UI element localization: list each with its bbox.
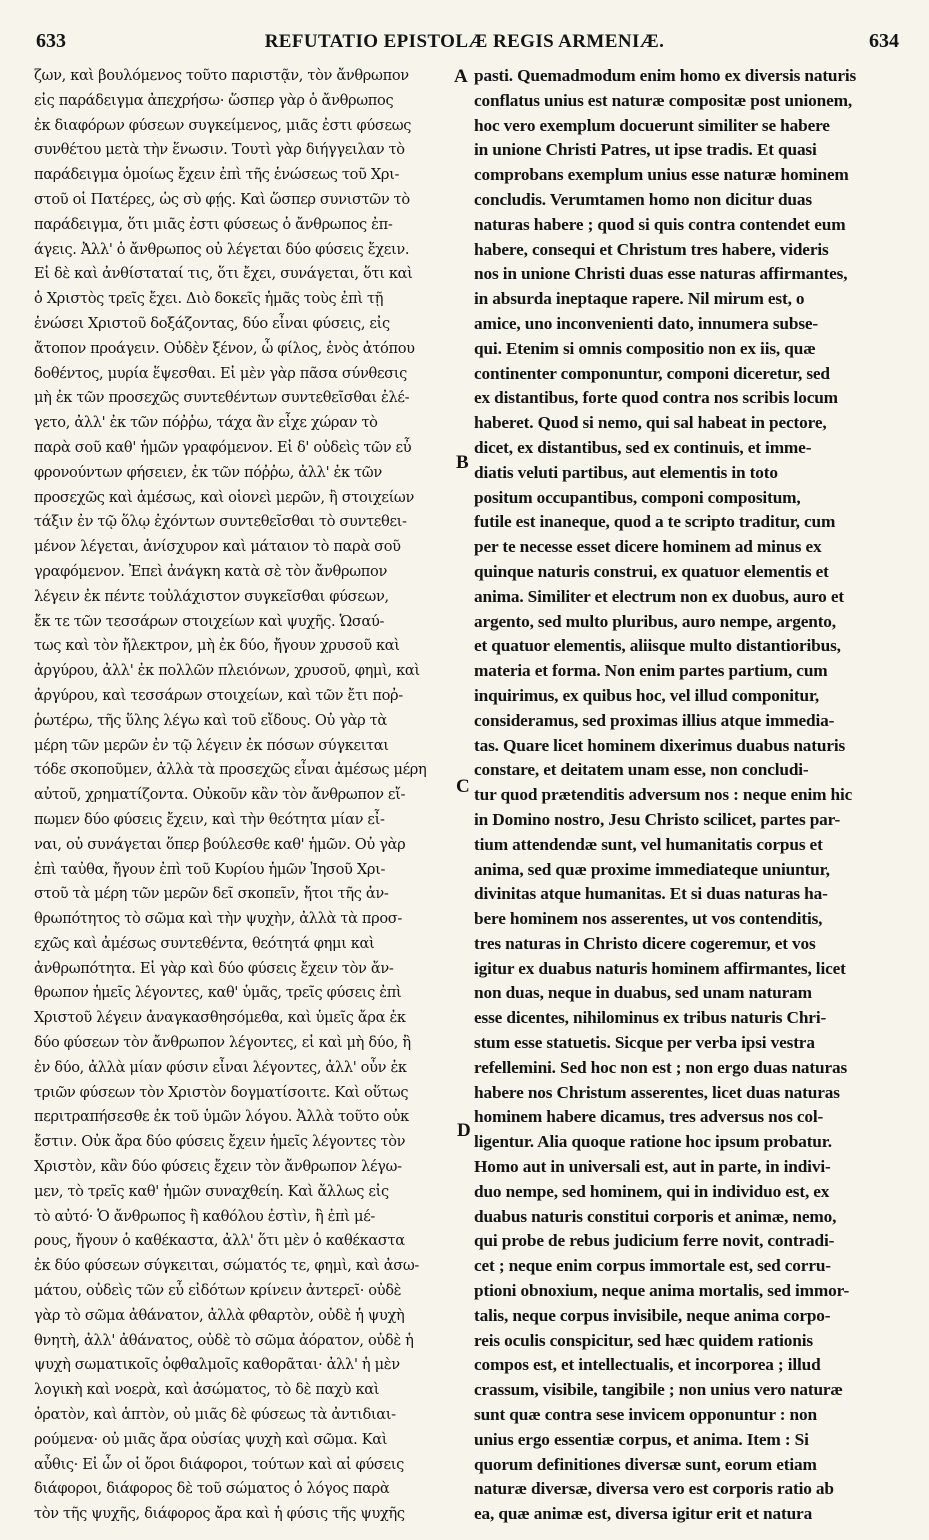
text-line: duo nempe, sed hominem, qui in individuo est, ex xyxy=(474,1181,830,1201)
text-line: consideramus, sed proximas illius atque immedia- xyxy=(474,710,835,730)
text-line: argento, sed multo pluribus, auro nempe, argento, xyxy=(474,611,836,631)
text-line: materia et forma. Non enim partes partium, cum xyxy=(474,661,828,681)
text-line: ἀνθρωπότητα. Εἰ γὰρ καὶ δύο φύσεις ἔχειν τὸν ἄν- xyxy=(34,959,394,977)
text-line: in Domino nostro, Jesu Christo scilicet, partes par- xyxy=(474,809,841,829)
text-line: positum occupantibus, componi compositum, xyxy=(474,487,801,507)
text-line: nos in unione Christi duas esse naturas affirmantes, xyxy=(474,264,848,284)
text-line: γετο, ἀλλ' ἐκ τῶν πόῤῥω, τάχα ἂν εἶχε χώραν τὸ xyxy=(34,414,378,432)
text-line: tas. Quare licet hominem dixerimus duabus naturis xyxy=(474,735,846,755)
text-line: refellemini. Sed hoc non est ; non ergo duas naturas xyxy=(474,1057,848,1077)
text-line: διάφοροι, διάφορος δὲ τοῦ σώματος ὁ λόγος παρὰ xyxy=(34,1480,390,1498)
text-line: περιτραπήσεσθε ἐκ τοῦ ὑμῶν λόγου. Ἀλλὰ τοῦτο οὐκ xyxy=(34,1108,409,1126)
text-line: cet ; neque enim corpus immortale est, sed corru- xyxy=(474,1256,831,1276)
text-line: θνητὴ, ἀλλ' ἀθάνατος, οὐδὲ τὸ σῶμα ἀόρατον, οὐδὲ ἡ xyxy=(34,1331,414,1349)
text-line: anima. Similiter et electrum non ex duobus, auro et xyxy=(474,586,844,606)
text-line: μένον λέγεται, ἀνίσχυρον καὶ μάταιον τὸ παρὰ σοῦ xyxy=(34,538,401,556)
text-line: concludis. Verumtamen homo non dicitur duas xyxy=(474,189,812,209)
text-line: ρούμενα· οὐ μιᾶς ἄρα οὐσίας ψυχὴ καὶ σῶμα. Καὶ xyxy=(34,1430,388,1448)
text-line: παρὰ σοῦ καθ' ἡμῶν γραφόμενον. Εἰ δ' οὐδεὶς τῶν εὖ xyxy=(34,438,412,456)
page-header xyxy=(0,0,929,60)
text-line: αὐτοῦ, χρηματίζοντα. Οὐκοῦν κἂν τὸν ἄνθρωπον εἴ- xyxy=(34,786,406,804)
text-line: δύο φύσεων τὸν ἄνθρωπον λέγοντες, εἰ καὶ μὴ δύο, ἢ xyxy=(34,1034,411,1052)
text-line: continenter componuntur, componi diceretur, sed xyxy=(474,363,830,383)
text-line: stum esse statuetis. Sicque per verba ipsi vestra xyxy=(474,1033,815,1053)
text-line: ζων, καὶ βουλόμενος τοῦτο παριστᾷν, τὸν ἄνθρωπον xyxy=(34,67,409,84)
text-line: τὸν τῆς ψυχῆς, διάφορος ἄρα καὶ ἡ φύσις τῆς ψυχῆς xyxy=(34,1505,405,1523)
text-line: et quatuor elementis, aliisque multo distantioribus, xyxy=(474,636,841,656)
text-line: ea, quæ animæ est, diversa igitur erit et natura xyxy=(474,1504,813,1524)
margin-marker-a: A xyxy=(454,66,468,87)
text-line: naturas habere ; quod si quis contra contendet eum xyxy=(474,214,846,234)
text-line: Χριστοῦ λέγειν ἀναγκασθησόμεθα, καὶ ὑμεῖς ἄρα ἐκ xyxy=(34,1009,406,1027)
text-line: στοῦ τὰ μέρη τῶν μερῶν δεῖ σκοπεῖν, ἤτοι τῆς ἀν- xyxy=(34,885,389,903)
text-line: ἀργύρου, καὶ τεσσάρων στοιχείων, καὶ τῶν ἔτι ποῤ- xyxy=(34,686,403,704)
text-line: bere hominem nos asserentes, ut vos contenditis, xyxy=(474,909,823,929)
text-line: haberet. Quod si nemo, qui sal habeat in pectore, xyxy=(474,413,827,433)
text-line: γραφόμενον. Ἐπεὶ ἀνάγκη κατὰ σὲ τὸν ἄνθρωπον xyxy=(34,562,387,580)
text-line: δοθέντος, μυρία ἕψεσθαι. Εἰ μὲν γὰρ πᾶσα σύνθεσις xyxy=(34,364,407,382)
text-line: talis, neque corpus invisibile, neque anima corpo- xyxy=(474,1305,831,1325)
page-number-right: 634 xyxy=(869,30,899,52)
text-line: θρωπον ἡμεῖς λέγοντες, καθ' ὑμᾶς, τρεῖς φύσεις ἐπὶ xyxy=(34,984,402,1002)
text-line: tium attendendæ sunt, vel humanitatis corpus et xyxy=(474,834,823,854)
text-line: esse dicentes, nihilominus ex tribus naturis Chri- xyxy=(474,1008,827,1028)
text-line: pasti. Quemadmodum enim homo ex diversis naturis xyxy=(474,66,857,85)
text-line: amice, uno inconvenienti dato, innumera subse- xyxy=(474,313,819,333)
text-line: ptioni obnoxium, neque anima mortalis, sed immor- xyxy=(474,1281,850,1301)
text-line: παράδειγμα ὁμοίως ἔχειν ἐπὶ τῆς ἑνώσεως τοῦ Χρι- xyxy=(34,166,400,184)
text-line: igitur ex duabus naturis hominem affirmantes, licet xyxy=(474,958,846,978)
text-line: στοῦ οἱ Πατέρες, ὡς σὺ φῄς. Καὶ ὥσπερ συνιστῶν τὸ xyxy=(34,190,410,208)
margin-marker-c: C xyxy=(456,776,470,797)
text-line: ἀργύρου, ἀλλ' ἐκ πολλῶν πλειόνων, χρυσοῦ, φημὶ, καὶ xyxy=(34,662,420,680)
text-line: τὸ αὐτό· Ὁ ἄνθρωπος ἢ καθόλου ἐστὶν, ἢ ἐπὶ μέ- xyxy=(34,1207,375,1225)
text-line: ἑνώσει Χριστοῦ δοξάζοντας, δύο εἶναι φύσεις, εἰς xyxy=(34,314,390,332)
text-line: habere, consequi et Christum tres habere, videris xyxy=(474,239,829,259)
text-line: in unione Christi Patres, ut ipse tradis. Et quasi xyxy=(474,140,817,160)
text-line: τως καὶ τὸν ἤλεκτρον, μὴ ἐκ δύο, ἤγουν χρυσοῦ καὶ xyxy=(34,637,400,655)
text-line: in absurda ineptaque rapere. Nil mirum est, o xyxy=(474,289,805,309)
text-line: tur quod prætenditis adversum nos : neque enim hic xyxy=(474,785,853,805)
text-line: quinque naturis construi, ex quatuor elementis et xyxy=(474,561,829,581)
text-line: crassum, visibile, tangibile ; non unius vero naturæ xyxy=(474,1380,843,1400)
text-line: hominem habere dicamus, tres adversus nos col- xyxy=(474,1107,824,1127)
text-line: diatis veluti partibus, aut elementis in toto xyxy=(474,462,778,482)
text-line: per te necesse esset dicere hominem ad minus ex xyxy=(474,537,822,557)
text-line: duabus naturis constitui corporis et animæ, nemo, xyxy=(474,1206,837,1226)
text-line: τάξιν ἐν τῷ ὅλῳ ἐχόντων συντεθεῖσθαι τὸ συντεθει- xyxy=(34,513,407,531)
text-line: άγεις. Ἀλλ' ὁ ἄνθρωπος οὐ λέγεται δύο φύσεις ἔχειν. xyxy=(34,240,410,258)
text-line: εχῶς καὶ ἀμέσως συντεθέντα, θεότητά φημι καὶ xyxy=(34,934,375,952)
margin-marker-d: D xyxy=(457,1120,471,1141)
text-line: εἰς παράδειγμα ἀπεχρήσω· ὥσπερ γὰρ ὁ ἄνθρωπος xyxy=(34,91,394,109)
text-line: compos est, et intellectualis, et incorporea ; illud xyxy=(474,1355,821,1375)
text-line: ἔστιν. Οὐκ ἄρα δύο φύσεις ἔχειν ἡμεῖς λέγοντες τὸν xyxy=(34,1133,406,1151)
text-line: προσεχῶς καὶ ἀμέσως, καὶ οἱονεὶ μερῶν, ἢ στοιχείων xyxy=(34,488,415,506)
text-line: conflatus unius est naturæ compositæ post unionem, xyxy=(474,90,853,110)
running-title: REFUTATIO EPISTOLÆ REGIS ARMENIÆ. xyxy=(264,31,665,52)
text-line: quorum definitiones diversæ sunt, eorum etiam xyxy=(474,1454,817,1474)
text-line: naturæ diversæ, diversa vero est corporis ratio ab xyxy=(474,1479,834,1499)
text-line: divinitas atque humanitas. Et si duas naturas ha- xyxy=(474,884,828,904)
text-line: ἐπὶ ταὐθα, ἤγουν ἐπὶ τοῦ Κυρίου ἡμῶν Ἰησοῦ Χρι- xyxy=(34,860,386,878)
text-line: μέρη τῶν μερῶν ἐν τῷ λέγειν ἐκ πόσων σύγκειται xyxy=(34,736,389,754)
text-line: Homo aut in universali est, aut in parte, in indivi- xyxy=(474,1157,831,1177)
text-line: unius ergo essentiæ corpus, et anima. Item : Si xyxy=(474,1429,809,1449)
text-line: ψυχὴ σωματικοῖς ὀφθαλμοῖς καθορᾶται· ἀλλ' ἡ μὲν xyxy=(34,1356,400,1374)
text-line: Εἰ δὲ καὶ ἀνθίσταταί τις, ὅτι ἔχει, συνάγεται, ὅτι καὶ xyxy=(34,265,413,283)
text-line: φρονούντων φήσειεν, ἐκ τῶν πόῤῥω, ἀλλ' ἐκ τῶν xyxy=(34,463,382,481)
text-line: inquirimus, ex quibus hoc, vel illud componitur, xyxy=(474,685,820,705)
text-line: reis oculis conspicitur, sed hæc quidem rationis xyxy=(474,1330,813,1350)
text-line: παράδειγμα, ὅτι μιᾶς ἐστι φύσεως ὁ ἄνθρωπος ἐπ- xyxy=(34,215,393,233)
text-line: ligentur. Alia quoque ratione hoc ipsum probatur. xyxy=(474,1132,832,1152)
text-line: futile est inaneque, quod a te scripto traditur, cum xyxy=(474,512,836,532)
text-line: ἐν δύο, ἀλλὰ μίαν φύσιν εἶναι λέγοντες, ἀλλ' οὖν ἐκ xyxy=(34,1058,407,1076)
text-line: ἐκ δύο φύσεων σύγκειται, σώματός τε, φημὶ, καὶ ἀσω- xyxy=(34,1257,419,1275)
text-line: μεν, τὸ τρεῖς καθ' ἡμῶν συναχθείη. Καὶ ἄλλως εἰς xyxy=(34,1182,389,1200)
text-line: ex distantibus, forte quod contra nos scribis locum xyxy=(474,388,838,408)
text-line: qui probe de rebus judicium ferre novit, contradi- xyxy=(474,1231,835,1251)
text-line: habere nos Christum asserentes, licet duas naturas xyxy=(474,1082,840,1102)
text-line: ἄτοπον προάγειν. Οὐδὲν ξένον, ὦ φίλος, ἑνὸς ἀτόπου xyxy=(34,339,415,357)
text-line: πωμεν δύο φύσεις ἔχειν, καὶ τὴν θεότητα μίαν εἶ- xyxy=(34,810,385,828)
latin-column xyxy=(474,64,902,1527)
text-line: comprobans exemplum unius esse naturæ hominem xyxy=(474,165,849,185)
text-line: constare, et deitatem unam esse, non concludi- xyxy=(474,760,809,780)
margin-marker-b: B xyxy=(456,452,469,473)
text-line: ναι, οὐ συνάγεται ὅπερ βούλεσθε καθ' ἡμῶν. Οὐ γὰρ xyxy=(34,835,406,853)
text-line: τόδε σκοποῦμεν, ἀλλὰ τὰ προσεχῶς εἶναι ἀμέσως μέρη xyxy=(34,761,427,779)
greek-column xyxy=(34,64,459,1527)
text-line: qui. Etenim si omnis compositio non ex iis, quæ xyxy=(474,338,816,358)
text-line: θρωπότητος τὸ σῶμα καὶ τὴν ψυχὴν, ἀλλὰ τὰ προσ- xyxy=(34,910,403,928)
text-line: ὁ Χριστὸς τρεῖς ἔχει. Διὸ δοκεῖς ἡμᾶς τοὺς ἐπὶ τῇ xyxy=(34,290,384,308)
page-number-left: 633 xyxy=(36,30,66,52)
text-line: hoc vero exemplum docuerunt similiter se habere xyxy=(474,115,830,135)
text-line: non duas, neque in duabus, sed unam naturam xyxy=(474,983,812,1003)
text-line: ῥωτέρω, τῆς ὕλης λέγω καὶ τοῦ εἴδους. Οὐ γὰρ τὰ xyxy=(34,711,387,729)
text-line: αὖθις· Εἰ ὧν οἱ ὅροι διάφοροι, τούτων καὶ αἱ φύσεις xyxy=(34,1455,404,1473)
text-line: Χριστὸν, κἂν δύο φύσεις ἔχειν τὸν ἄνθρωπον λέγω- xyxy=(34,1158,402,1176)
text-line: ρους, ἤγουν ὁ καθέκαστα, ἀλλ' ὅτι μὲν ὁ καθέκαστα xyxy=(34,1232,405,1250)
text-line: dicet, ex distantibus, sed ex continuis, et imme- xyxy=(474,437,812,457)
text-line: μάτου, οὐδεὶς τῶν εὖ εἰδότων κρίνειν ἀντερεῖ· οὐδὲ xyxy=(34,1282,402,1300)
text-line: sunt quæ contra sese invicem opponuntur : non xyxy=(474,1405,817,1425)
text-line: λέγειν ἐκ πέντε τοὐλάχιστον συγκεῖσθαι φύσεων, xyxy=(34,587,389,605)
text-line: λογικὴ καὶ νοερὰ, καὶ ἀσώματος, τὸ δὲ παχὺ καὶ xyxy=(34,1381,380,1399)
text-line: συνθέτου μετὰ τὴν ἕνωσιν. Τουτὶ γὰρ διήγγειλαν τὸ xyxy=(34,141,405,159)
text-line: γὰρ τὸ σῶμα ἀθάνατον, ἀλλὰ φθαρτὸν, οὐδὲ ἡ ψυχὴ xyxy=(34,1306,405,1324)
text-line: ἔκ τε τῶν τεσσάρων στοιχείων καὶ ψυχῆς. Ὡσαύ- xyxy=(34,612,385,630)
text-line: ἐκ διαφόρων φύσεων συγκείμενος, μιᾶς ἐστι φύσεως xyxy=(34,116,412,134)
text-line: μὴ ἐκ τῶν προσεχῶς συντεθέντων συντεθεῖσθαι ἐλέ- xyxy=(34,389,410,407)
text-line: tres naturas in Christo dicere cogeremur, et vos xyxy=(474,933,816,953)
text-line: ὁρατὸν, καὶ ἁπτὸν, οὐ μιᾶς δὲ φύσεως τὰ ἀντιδιαι- xyxy=(34,1406,396,1424)
text-line: anima, sed quæ proxime immediateque uniuntur, xyxy=(474,859,830,879)
text-line: τριῶν φύσεων τὸν Χριστὸν δογματίσοιτε. Καὶ οὕτως xyxy=(34,1083,409,1101)
